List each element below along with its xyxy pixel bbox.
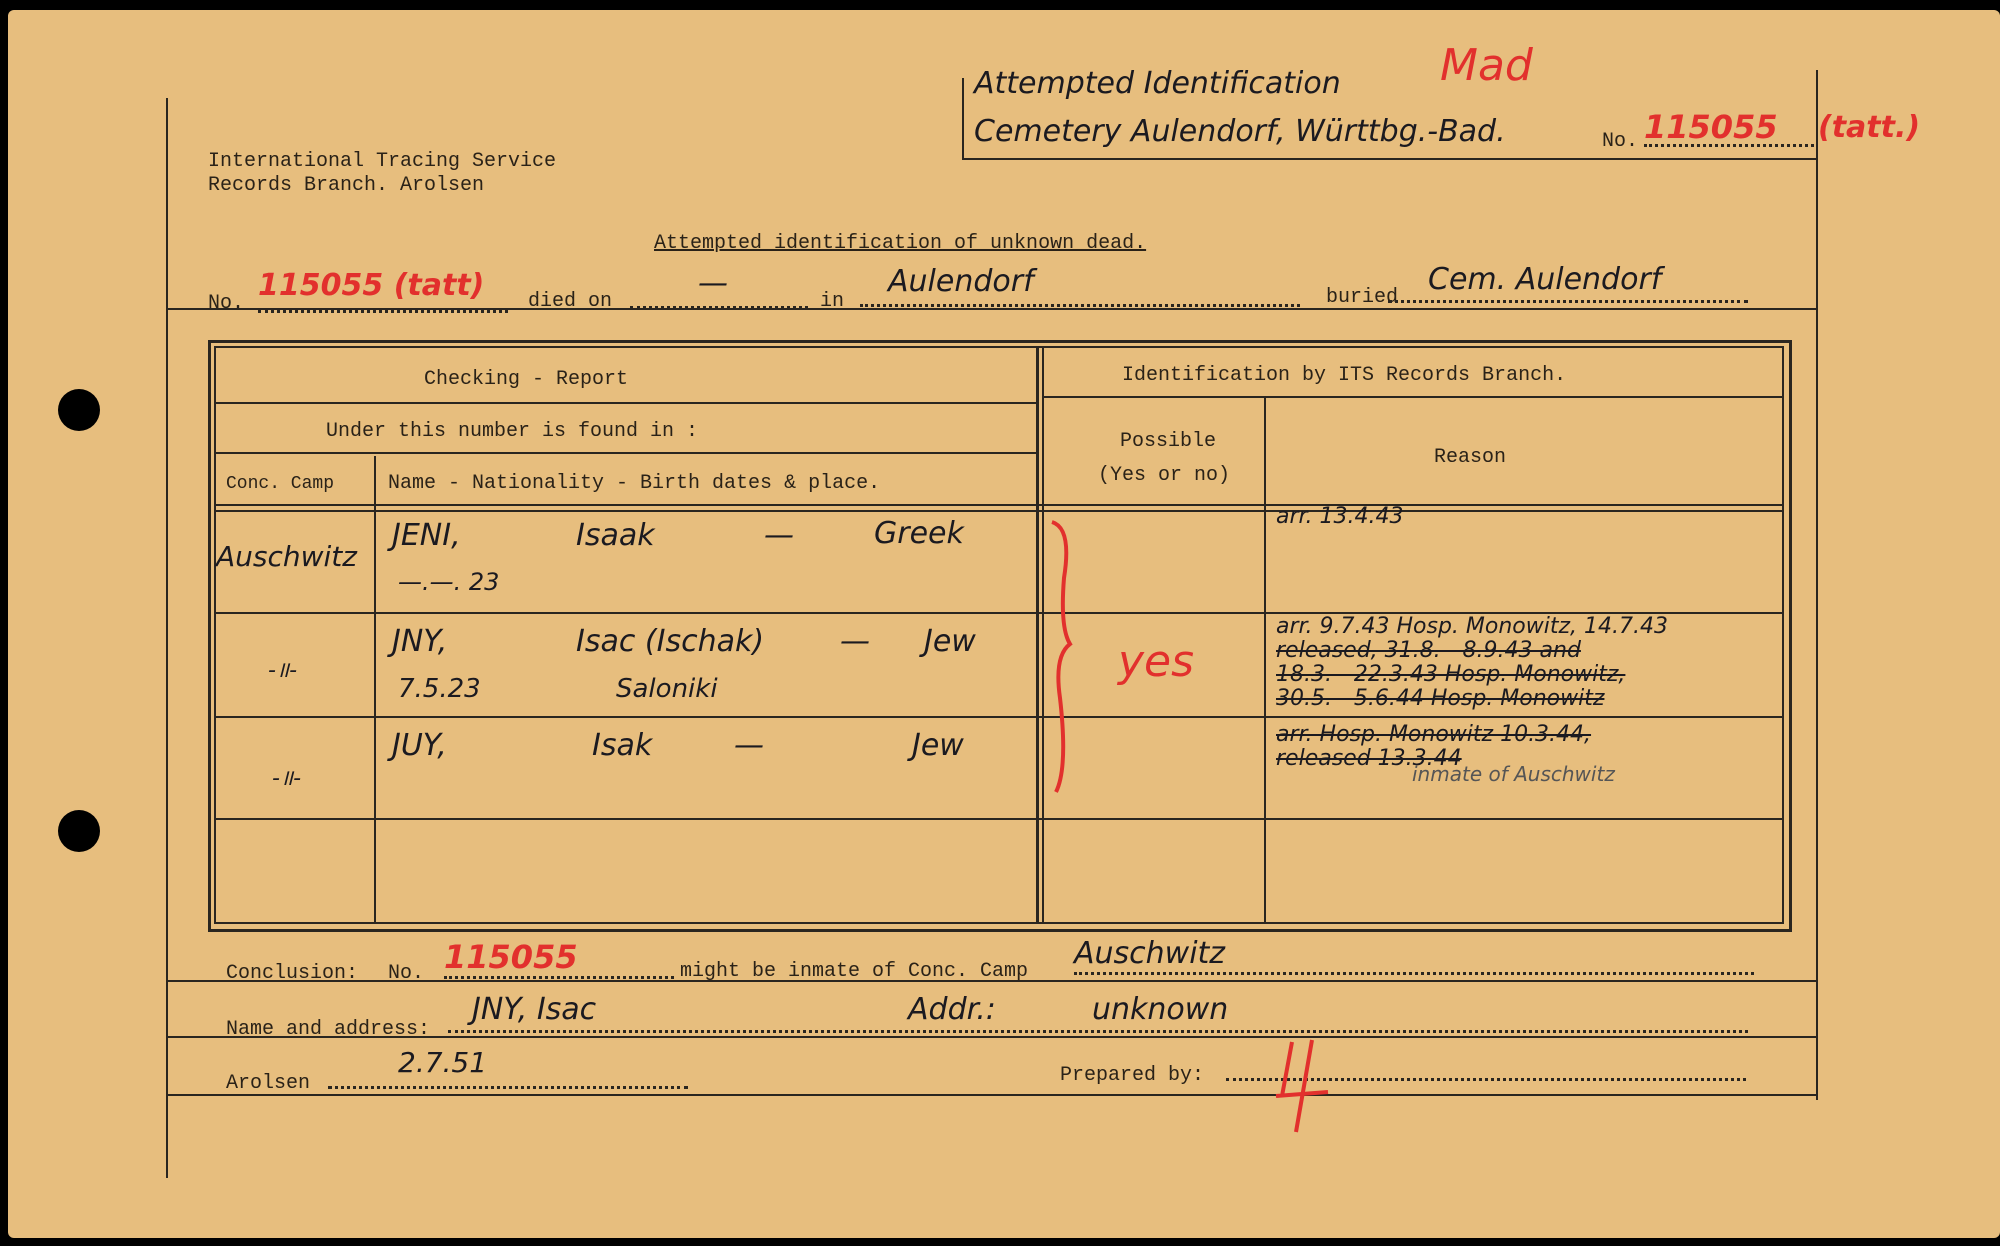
- name-address-dots: [448, 1030, 1748, 1033]
- row2-camp: -॥-: [268, 658, 298, 683]
- header-box-bottom: [962, 158, 1818, 160]
- date-value: 2.7.51: [398, 1046, 488, 1079]
- identification-header: Identification by ITS Records Branch.: [1122, 364, 1567, 387]
- header-line-2: Cemetery Aulendorf, Württbg.-Bad.: [974, 114, 1506, 149]
- record-card: [8, 10, 2000, 1238]
- conclusion-camp-value: Auschwitz: [1074, 936, 1226, 971]
- addr-value: unknown: [1092, 992, 1229, 1027]
- row3-dash: —: [734, 728, 764, 763]
- in-value: Aulendorf: [888, 264, 1034, 299]
- table-line-6: [214, 818, 1782, 820]
- table-line-2: [214, 452, 1038, 454]
- row1-camp: Auschwitz: [216, 540, 357, 573]
- table-line-1r: [1042, 396, 1782, 398]
- row3-reason-1: arr. Hosp. Monowitz 10.3.44,: [1276, 722, 1592, 747]
- left-margin-line: [166, 98, 168, 1178]
- date-dots: [328, 1086, 688, 1089]
- row2-reason-2: released, 31.8. - 8.9.43 and: [1276, 638, 1581, 663]
- row2-given: Isac (Ischak): [576, 624, 765, 659]
- header-annotation: Mad: [1440, 40, 1533, 91]
- table-divider-main-2: [1042, 346, 1044, 924]
- name-value: JNY, Isac: [472, 992, 597, 1027]
- died-on-dots: [630, 306, 808, 309]
- in-label: in: [820, 290, 845, 313]
- row2-birth: 7.5.23: [398, 674, 481, 704]
- row3-surname: JUY,: [392, 728, 447, 763]
- header-no-suffix: (tatt.): [1818, 110, 1921, 145]
- row2-reason-1: arr. 9.7.43 Hosp. Monowitz, 14.7.43: [1276, 614, 1669, 639]
- row1-reason-1: arr. 13.4.43: [1276, 504, 1404, 529]
- prepared-signature: [1272, 1036, 1332, 1136]
- died-on-label: died on: [528, 290, 613, 313]
- header-no-value: 115055: [1644, 108, 1778, 146]
- record-no-label: No.: [208, 292, 245, 315]
- row2-surname: JNY,: [392, 624, 448, 659]
- record-no-value: 115055 (tatt): [258, 268, 485, 303]
- conclusion-label: Conclusion:: [226, 962, 359, 985]
- possible-yes: yes: [1118, 636, 1195, 687]
- buried-dots: [1388, 300, 1748, 303]
- row2-dash: —: [840, 624, 870, 659]
- row1-nationality: Greek: [874, 516, 964, 551]
- punch-hole-top: [58, 389, 100, 431]
- row3-reason-2: released 13.3.44: [1276, 746, 1462, 771]
- table-divider-possible: [1264, 398, 1266, 922]
- table-divider-main: [1036, 346, 1039, 924]
- conclusion-text: might be inmate of Conc. Camp: [680, 960, 1029, 983]
- name-address-label: Name and address:: [226, 1018, 431, 1041]
- record-no-dots: [258, 310, 508, 313]
- addr-label: Addr.:: [908, 992, 996, 1027]
- row3-given: Isak: [592, 728, 653, 763]
- table-line-5: [214, 716, 1782, 718]
- right-margin-line: [1816, 70, 1818, 1100]
- conclusion-no-label: No.: [388, 962, 425, 985]
- footer-line: [166, 1094, 1818, 1096]
- header-no-label: No.: [1602, 130, 1639, 153]
- arolsen-label: Arolsen: [226, 1072, 311, 1095]
- header-line-1: Attempted Identification: [974, 66, 1341, 101]
- col-reason-header: Reason: [1434, 446, 1507, 469]
- col-camp-header: Conc. Camp: [226, 474, 335, 494]
- buried-label: buried: [1326, 286, 1399, 309]
- table-line-3b: [214, 510, 1782, 512]
- row1-given: Isaak: [576, 518, 655, 553]
- col-possible-header-1: Possible: [1120, 430, 1217, 453]
- col-name-header: Name - Nationality - Birth dates & place.: [388, 472, 881, 495]
- row1-dash: —: [764, 518, 794, 553]
- table-line-3: [214, 504, 1782, 506]
- col-possible-header-2: (Yes or no): [1098, 464, 1231, 487]
- table-line-1: [214, 402, 1038, 404]
- prepared-label: Prepared by:: [1060, 1064, 1205, 1087]
- row2-reason-3: 18.3. - 22.3.43 Hosp. Monowitz,: [1276, 662, 1626, 687]
- died-on-value: —: [698, 266, 728, 301]
- conclusion-no-value: 115055: [444, 938, 578, 976]
- row3-camp: -॥-: [272, 766, 302, 791]
- header-no-dots: [1644, 144, 1814, 147]
- row1-surname: JENI,: [392, 518, 461, 553]
- red-brace: [1046, 518, 1086, 798]
- checking-report-header: Checking - Report: [424, 368, 629, 391]
- buried-value: Cem. Aulendorf: [1428, 262, 1662, 297]
- office-line-2: Records Branch. Arolsen: [208, 174, 485, 197]
- conclusion-no-dots: [444, 976, 674, 979]
- table-divider-camp: [374, 456, 376, 922]
- row2-reason-4: 30.5. - 5.6.44 Hosp. Monowitz: [1276, 686, 1605, 711]
- conclusion-camp-dots: [1074, 972, 1754, 975]
- row3-reason-3: inmate of Auschwitz: [1412, 762, 1615, 786]
- header-box-left: [962, 78, 964, 160]
- office-line-1: International Tracing Service: [208, 150, 557, 173]
- found-in-header: Under this number is found in :: [326, 420, 699, 443]
- form-title: Attempted identification of unknown dead.: [654, 232, 1147, 255]
- row2-nationality: Jew: [924, 624, 976, 659]
- row2-place: Saloniki: [616, 674, 718, 704]
- row1-birth: —.—. 23: [398, 568, 500, 596]
- in-dots: [860, 304, 1300, 307]
- punch-hole-bottom: [58, 810, 100, 852]
- row3-nationality: Jew: [912, 728, 964, 763]
